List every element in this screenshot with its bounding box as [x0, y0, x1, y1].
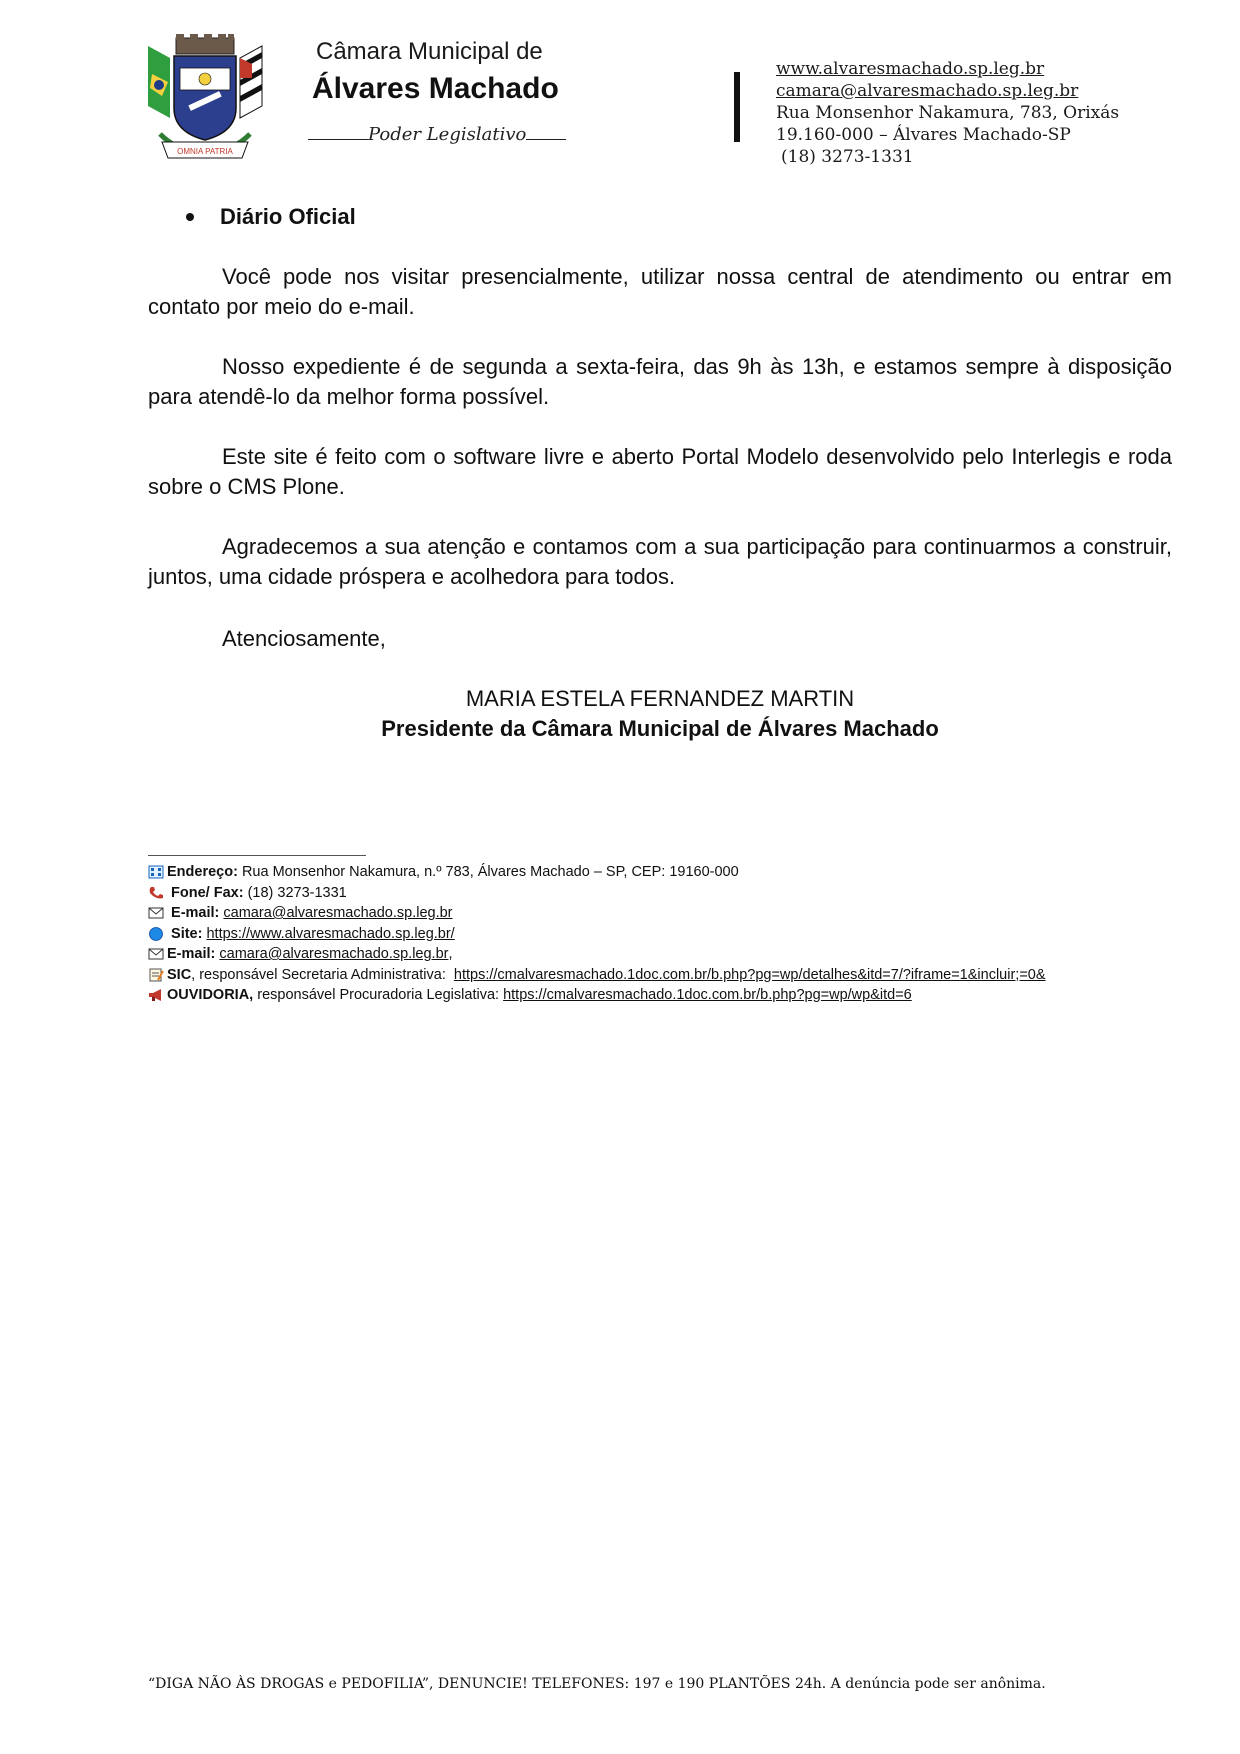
email1-link[interactable]: camara@alvaresmachado.sp.leg.br: [223, 905, 453, 921]
phone-value: (18) 3273-1331: [247, 884, 347, 901]
header-address: Rua Monsenhor Nakamura, 783, Orixás: [776, 103, 1120, 123]
footnote-email-2: [148, 944, 1046, 965]
header-divider: [734, 72, 740, 142]
paragraph-3: Este site é feito com o software livre e aberto Portal Modelo desenvolvido pelo Interlegis e roda sobre o CMS Plone.: [148, 444, 1172, 499]
footnote-ouvidoria: [148, 985, 1046, 1006]
signature-title: Presidente da Câmara Municipal de Álvares Machado: [381, 716, 939, 741]
paragraph-1: Você pode nos visitar presencialmente, utilizar nossa central de atendimento ou entrar em contato por meio do e-mail.: [148, 264, 1172, 319]
footnote-phone: [148, 883, 1046, 904]
crest-motto: OMNIA PATRIA: [177, 147, 233, 156]
paragraph-4: Agradecemos a sua atenção e contamos com a sua participação para continuarmos a construir, juntos, uma cidade próspera e acolhedora para todos.: [148, 534, 1172, 589]
building-icon: [148, 865, 164, 879]
closing-text: Atenciosamente,: [222, 626, 386, 651]
phone-label: Fone/ Fax:: [171, 884, 244, 901]
sic-text: , responsável Secretaria Administrativa:: [191, 966, 446, 983]
bullet-text: Diário Oficial: [220, 204, 356, 229]
ouvidoria-label: OUVIDORIA,: [167, 987, 254, 1003]
header-website-link[interactable]: www.alvaresmachado.sp.leg.br: [776, 59, 1045, 79]
crest-logo: [140, 34, 270, 162]
signature-name: MARIA ESTELA FERNANDEZ MARTIN: [465, 686, 855, 711]
phone-icon: [148, 886, 164, 900]
globe-icon: [148, 927, 164, 941]
footnote-separator: [148, 855, 366, 856]
header-cep-city: 19.160-000 – Álvares Machado-SP: [776, 125, 1071, 145]
footnote-sic: [148, 965, 1046, 986]
site-label: Site:: [171, 925, 203, 942]
org-subtitle: [308, 124, 566, 145]
notepad-icon: [148, 968, 164, 982]
rule-left: [308, 138, 368, 140]
footnote-email-1: [148, 903, 1046, 924]
sic-link[interactable]: https://cmalvaresmachado.1doc.com.br/b.php?pg=wp/detalhes&itd=7/?iframe=1&incluir;=0&: [453, 966, 1046, 983]
header-phone: (18) 3273-1331: [781, 147, 914, 167]
email1-label: E-mail:: [171, 905, 220, 921]
footnote-site: [148, 924, 1046, 945]
ouvidoria-text: responsável Procuradoria Legislativa:: [257, 987, 500, 1003]
email2-suffix: ,: [448, 946, 453, 962]
envelope-icon: [148, 906, 164, 920]
footnote-address: [148, 862, 1046, 883]
header-contact-block: [776, 58, 1119, 168]
paragraph-2: Nosso expediente é de segunda a sexta-feira, das 9h às 13h, e estamos sempre à disposição para atendê-lo da melhor forma possível.: [148, 354, 1172, 409]
footnotes: [148, 862, 1046, 1006]
bottom-notice: “DIGA NÃO ÀS DROGAS e PEDOFILIA”, DENUNCIE! TELEFONES: 197 e 190 PLANTÕES 24h. A denúncia pode ser anônima.: [148, 1676, 1046, 1692]
address-value: Rua Monsenhor Nakamura, n.º 783, Álvares Machado – SP, CEP: 19160-000: [241, 864, 739, 880]
rule-right: [526, 138, 566, 140]
bullet-item: [186, 204, 356, 230]
ouvidoria-link[interactable]: https://cmalvaresmachado.1doc.com.br/b.php?pg=wp/wp&itd=6: [503, 987, 912, 1003]
envelope-icon: [148, 947, 164, 961]
bullet-dot: [186, 213, 194, 221]
address-label: Endereço:: [167, 864, 238, 880]
poder-legislativo: Poder Legislativo: [368, 124, 527, 145]
site-link[interactable]: https://www.alvaresmachado.sp.leg.br/: [206, 925, 455, 942]
org-name-line1: Câmara Municipal de: [316, 38, 543, 65]
email2-link[interactable]: camara@alvaresmachado.sp.leg.br: [219, 946, 449, 962]
sic-label: SIC: [167, 966, 192, 983]
org-name-line2: Álvares Machado: [312, 72, 559, 105]
email2-label: E-mail:: [167, 946, 216, 962]
header-email-link[interactable]: camara@alvaresmachado.sp.leg.br: [776, 81, 1079, 101]
megaphone-icon: [148, 988, 164, 1002]
